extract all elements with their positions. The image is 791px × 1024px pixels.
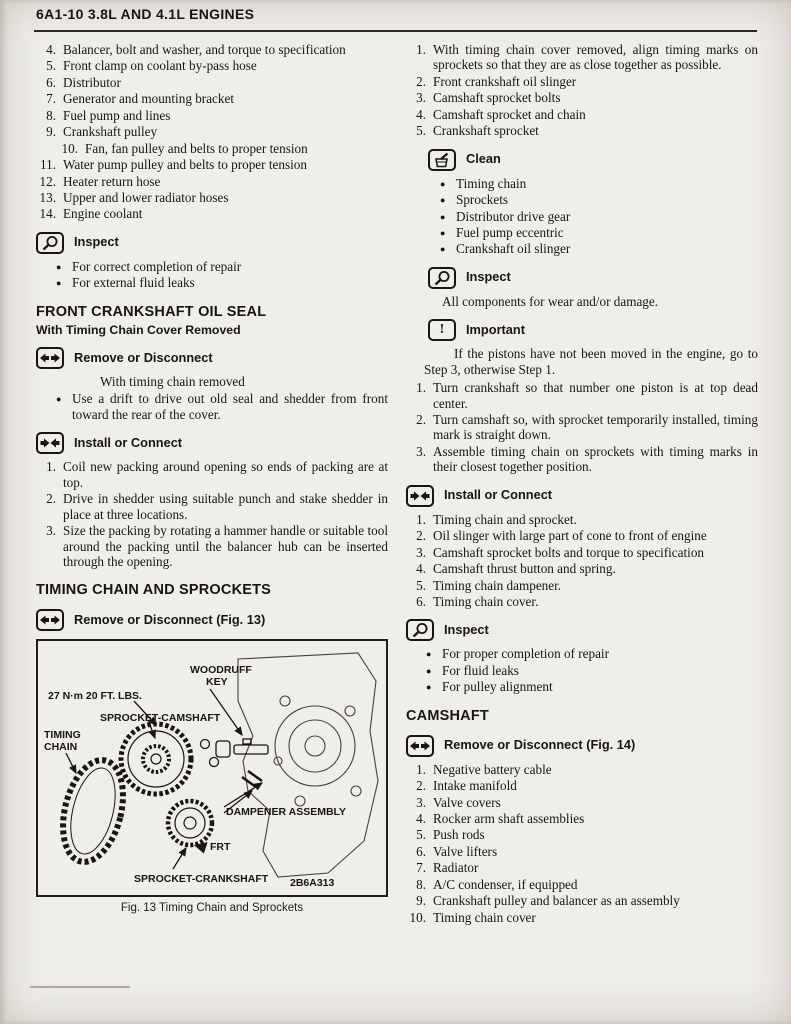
step-number: 10.	[409, 909, 426, 925]
remove-disconnect-icon	[36, 347, 64, 369]
list-text: Upper and lower radiator hoses	[63, 189, 229, 205]
inspect-icon	[428, 267, 456, 289]
list-number: 3.	[416, 90, 426, 106]
step-text: Size the packing by rotating a hammer handle or suitable tool around the packing until the balancer hub can be inserted through the opening.	[63, 523, 388, 569]
step-number: 4.	[416, 810, 426, 826]
list-item	[406, 42, 758, 73]
remove-disconnect-icon	[406, 735, 434, 757]
step-item	[406, 811, 758, 826]
step-number: 6.	[416, 593, 426, 609]
clean-icon	[428, 149, 456, 171]
list-number: 1.	[416, 42, 426, 57]
list-item	[36, 108, 388, 123]
bullet-item	[420, 209, 758, 224]
list-item	[36, 174, 388, 189]
step-text: Radiator	[433, 860, 479, 876]
step-number: 3.	[46, 523, 56, 539]
step-number: 2.	[46, 491, 56, 507]
step-item	[406, 578, 758, 593]
step-text: Assemble timing chain on sprockets with timing marks in their closest together position.	[433, 443, 758, 475]
step-text: Oil slinger with large part of cone to front of engine	[433, 528, 707, 544]
step-text: Valve lifters	[433, 843, 498, 859]
step-item	[406, 561, 758, 576]
step-item	[406, 844, 758, 859]
important-heading	[428, 319, 758, 341]
inspect-heading	[428, 267, 758, 289]
list-item	[406, 90, 758, 105]
bullet-item	[406, 663, 758, 678]
figure-label-timing: TIMING	[44, 729, 81, 742]
step-number: 4.	[416, 561, 426, 577]
list-text: Crankshaft sprocket	[433, 123, 539, 139]
list-item	[36, 75, 388, 90]
step-text: Intake manifold	[433, 778, 517, 794]
step-text: Turn crankshaft so that number one piston is at top dead center.	[433, 380, 758, 411]
install-connect-icon	[36, 432, 64, 454]
bullet-text: Distributor drive gear	[456, 208, 571, 224]
step-text: Drive in shedder using suitable punch and stake shedder in place at three locations.	[63, 491, 388, 522]
figure-label-key: KEY	[206, 676, 228, 689]
step-item	[406, 827, 758, 842]
step-text: Camshaft sprocket bolts and torque to specification	[433, 544, 705, 560]
remove-disconnect-heading	[406, 735, 758, 757]
list-number: 5.	[46, 58, 56, 74]
list-number: 2.	[416, 73, 426, 89]
list-number: 14.	[39, 206, 56, 222]
bullet-icon	[440, 225, 456, 240]
step-number: 3.	[416, 443, 426, 459]
bullet-text: Fuel pump eccentric	[456, 224, 564, 240]
step-text: Rocker arm shaft assemblies	[433, 810, 585, 826]
inspect-label: Inspect	[466, 269, 511, 285]
clean-label: Clean	[466, 151, 501, 167]
bullet-text: Timing chain	[456, 175, 527, 191]
bullet-text: Use a drift to drive out old seal and shedder from front toward the rear of the cover.	[72, 391, 388, 422]
list-item	[58, 141, 388, 156]
step-item	[36, 459, 388, 490]
figure-code: 2B6A313	[290, 877, 335, 890]
bullet-item	[420, 225, 758, 240]
list-number: 4.	[46, 42, 56, 57]
numbered-list	[36, 42, 388, 222]
step-item	[36, 523, 388, 569]
bullet-item	[420, 192, 758, 207]
step-number: 5.	[416, 577, 426, 593]
remove-disconnect-heading	[36, 347, 388, 369]
step-number: 1.	[416, 761, 426, 777]
step-number: 8.	[416, 876, 426, 892]
numbered-list	[406, 42, 758, 139]
section-title-timing-chain-and-sprockets: TIMING CHAIN AND SPROCKETS	[36, 582, 272, 599]
step-text: Timing chain and sprocket.	[433, 511, 577, 527]
step-item	[36, 491, 388, 522]
timing-chain-drawing	[53, 754, 132, 868]
step-item	[406, 893, 758, 908]
remove-disconnect-heading	[36, 609, 388, 631]
remove-disconnect-label: Remove or Disconnect (Fig. 13)	[74, 611, 266, 627]
figure-caption: Fig. 13 Timing Chain and Sprockets	[120, 902, 304, 915]
bullet-icon	[56, 275, 72, 290]
inspect-label: Inspect	[74, 234, 119, 250]
install-connect-heading	[36, 432, 388, 454]
list-item	[406, 123, 758, 138]
list-item	[36, 190, 388, 205]
step-text: A/C condenser, if equipped	[433, 876, 578, 892]
step-number: 9.	[416, 893, 426, 909]
inspect-label: Inspect	[444, 621, 489, 637]
step-text: Negative battery cable	[433, 761, 552, 777]
shaft-parts-drawing	[201, 739, 269, 787]
bullet-icon	[440, 192, 456, 207]
bullet-text: For external fluid leaks	[72, 275, 195, 291]
list-text: Crankshaft pulley	[63, 124, 158, 140]
important-icon	[428, 319, 456, 341]
page-header: 6A1-10 3.8L AND 4.1L ENGINES	[36, 6, 255, 22]
bullet-text: For pulley alignment	[442, 679, 553, 695]
step-item	[406, 444, 758, 475]
scan-artifact-line	[30, 986, 130, 988]
step-text: Camshaft thrust button and spring.	[433, 561, 616, 577]
list-item	[36, 42, 388, 57]
step-number: 7.	[416, 860, 426, 876]
list-text: Fuel pump and lines	[63, 107, 171, 123]
list-text: Distributor	[63, 74, 121, 90]
bullet-icon	[426, 646, 442, 661]
figure-label-frt: FRT	[210, 841, 231, 854]
conditional-note: With timing chain removed	[100, 374, 245, 390]
bullet-icon	[440, 241, 456, 256]
list-number: 5.	[416, 123, 426, 139]
list-number: 13.	[39, 189, 56, 205]
figure-label-sprocket-camshaft: SPROCKET-CAMSHAFT	[100, 712, 221, 725]
list-text: Fan, fan pulley and belts to proper tension	[85, 140, 308, 156]
important-text: If the pistons have not been moved in the engine, go to Step 3, otherwise Step 1.	[424, 346, 758, 377]
figure-13-diagram	[38, 641, 386, 895]
step-item	[406, 778, 758, 793]
list-item	[36, 58, 388, 73]
list-number: 9.	[46, 124, 56, 140]
inspect-text: All components for wear and/or damage.	[442, 293, 659, 309]
step-item	[406, 545, 758, 560]
step-item	[406, 594, 758, 609]
page-columns	[36, 42, 758, 926]
inspect-icon	[36, 232, 64, 254]
step-item	[406, 795, 758, 810]
left-column	[36, 42, 388, 926]
list-text: Camshaft sprocket and chain	[433, 106, 586, 122]
list-item	[36, 124, 388, 139]
list-number: 4.	[416, 106, 426, 122]
bullet-text: For correct completion of repair	[72, 258, 242, 274]
step-item	[406, 910, 758, 925]
bullet-icon	[56, 259, 72, 274]
figure-13	[36, 639, 388, 897]
remove-disconnect-icon	[36, 609, 64, 631]
right-column	[406, 42, 758, 926]
bullet-icon	[440, 209, 456, 224]
step-item	[406, 512, 758, 527]
engine-cover-drawing	[238, 653, 378, 877]
bullet-text: For proper completion of repair	[442, 646, 609, 662]
step-number: 3.	[416, 544, 426, 560]
list-number: 12.	[39, 173, 56, 189]
step-text: Timing chain cover.	[433, 593, 539, 609]
important-label: Important	[466, 321, 526, 337]
step-number: 1.	[416, 380, 426, 396]
list-item	[406, 74, 758, 89]
section-title-front-crankshaft-oil-seal: FRONT CRANKSHAFT OIL SEAL	[36, 303, 267, 320]
step-text: Timing chain cover	[433, 909, 536, 925]
step-text: Push rods	[433, 827, 485, 843]
install-connect-label: Install or Connect	[444, 487, 553, 503]
figure-label-torque: 27 N·m 20 FT. LBS.	[48, 690, 142, 703]
step-item	[406, 762, 758, 777]
bullet-item	[36, 391, 388, 422]
step-number: 1.	[416, 511, 426, 527]
list-text: Heater return hose	[63, 173, 161, 189]
section-subtitle: With Timing Chain Cover Removed	[36, 322, 241, 337]
bullet-item	[406, 679, 758, 694]
list-text: Balancer, bolt and washer, and torque to specification	[63, 42, 346, 57]
list-number: 10.	[61, 140, 78, 156]
list-text: Engine coolant	[63, 206, 143, 222]
step-item	[406, 877, 758, 892]
list-item	[36, 157, 388, 172]
step-number: 2.	[416, 412, 426, 427]
figure-label-woodruff: WOODRUFF	[190, 664, 252, 677]
clean-heading	[428, 149, 758, 171]
list-number: 6.	[46, 74, 56, 90]
inspect-heading	[406, 619, 758, 641]
bullet-icon	[426, 679, 442, 694]
step-text: Timing chain dampener.	[433, 577, 562, 593]
bullet-icon	[426, 663, 442, 678]
figure-label-sprocket-crankshaft: SPROCKET-CRANKSHAFT	[134, 873, 269, 886]
step-item	[406, 860, 758, 875]
install-connect-heading	[406, 485, 758, 507]
install-connect-icon	[406, 485, 434, 507]
bullet-icon	[440, 176, 456, 191]
clean-bullets	[420, 176, 758, 257]
step-text: Crankshaft pulley and balancer as an assembly	[433, 893, 680, 909]
step-item	[406, 528, 758, 543]
step-number: 1.	[46, 459, 56, 475]
bullet-text: Crankshaft oil slinger	[456, 241, 571, 257]
bullet-item	[420, 241, 758, 256]
section-title-camshaft: CAMSHAFT	[406, 707, 489, 724]
step-text: Valve covers	[433, 794, 501, 810]
list-text: Generator and mounting bracket	[63, 91, 235, 107]
list-item	[406, 107, 758, 122]
exclamation-glyph: !	[439, 322, 445, 338]
step-number: 2.	[416, 778, 426, 794]
list-number: 11.	[40, 157, 56, 173]
step-number: 6.	[416, 843, 426, 859]
inspect-icon	[406, 619, 434, 641]
step-text: Coil new packing around opening so ends of packing are at top.	[63, 459, 388, 490]
list-item	[36, 206, 388, 221]
inspect-heading	[36, 232, 388, 254]
figure-label-dampener: DAMPENER ASSEMBLY	[226, 806, 346, 819]
list-item	[36, 91, 388, 106]
bullet-item	[406, 646, 758, 661]
list-text: With timing chain cover removed, align timing marks on sprockets so that they are as close together as possible.	[433, 42, 758, 73]
step-number: 2.	[416, 528, 426, 544]
step-number: 5.	[416, 827, 426, 843]
list-number: 7.	[46, 91, 56, 107]
install-connect-label: Install or Connect	[74, 434, 183, 450]
remove-disconnect-label: Remove or Disconnect	[74, 349, 213, 365]
remove-disconnect-label: Remove or Disconnect (Fig. 14)	[444, 737, 636, 753]
list-number: 8.	[46, 107, 56, 123]
list-text: Water pump pulley and belts to proper tension	[63, 157, 307, 173]
step-item	[406, 412, 758, 443]
list-text: Front crankshaft oil slinger	[433, 73, 577, 89]
list-text: Camshaft sprocket bolts	[433, 90, 561, 106]
bullet-text: Sprockets	[456, 192, 509, 208]
figure-label-chain: CHAIN	[44, 741, 78, 754]
step-number: 3.	[416, 794, 426, 810]
header-rule	[34, 30, 757, 32]
step-text: Turn camshaft so, with sprocket temporarily installed, timing mark is straight down.	[433, 412, 758, 443]
crankshaft-sprocket-drawing	[168, 801, 212, 845]
list-text: Front clamp on coolant by-pass hose	[63, 58, 257, 74]
step-item	[406, 380, 758, 411]
bullet-text: For fluid leaks	[442, 662, 519, 678]
camshaft-sprocket-drawing	[121, 724, 191, 794]
bullet-item	[420, 176, 758, 191]
bullet-item	[36, 275, 388, 290]
bullet-item	[36, 259, 388, 274]
bullet-icon	[56, 391, 72, 422]
